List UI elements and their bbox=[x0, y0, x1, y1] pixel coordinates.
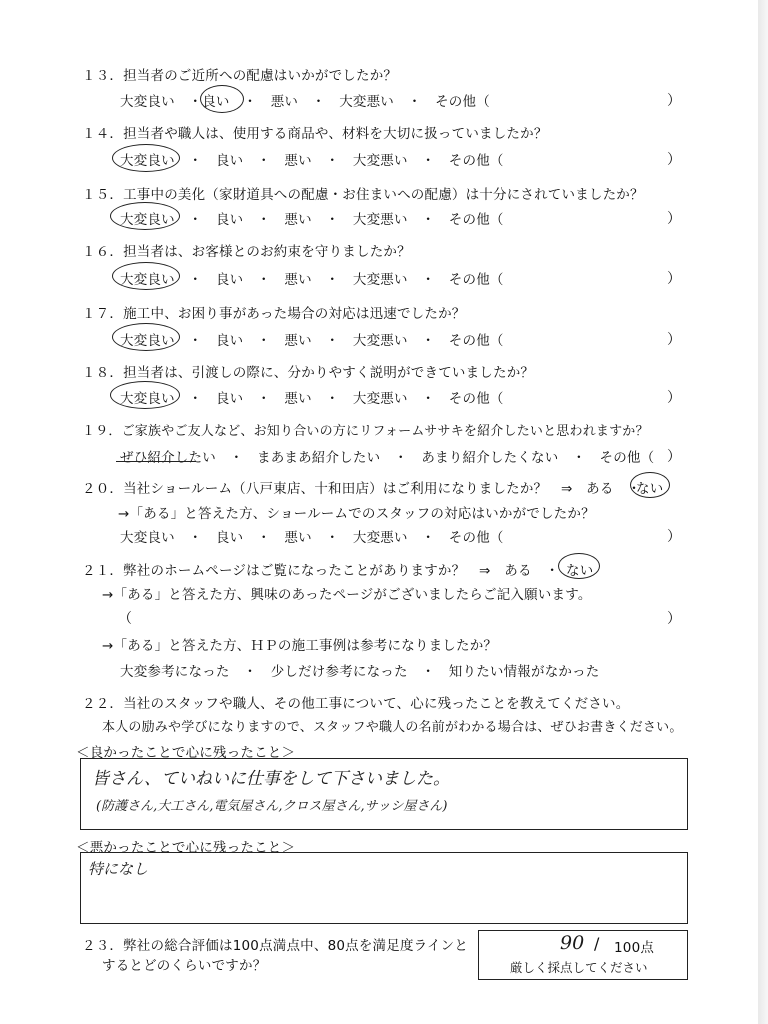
question-23-line-2: するとどのくらいですか？ bbox=[102, 958, 267, 974]
q21-sub-question-1: →「ある」と答えた方、興味のあったページがございましたらご記入願います。 bbox=[102, 587, 592, 603]
options-20: 大変良い ・ 良い ・ 悪い ・ 大変悪い ・ その他（ bbox=[120, 530, 504, 546]
options-19: ぜひ紹介したい ・ まあまあ紹介したい ・ あまり紹介したくない ・ その他（ bbox=[120, 450, 655, 466]
paren-close-14: ） bbox=[667, 152, 681, 168]
bad-comment-text: 特になし bbox=[88, 860, 149, 878]
score-max: 100点 bbox=[614, 940, 655, 956]
q20-sub-question: →「ある」と答えた方、ショールームでのスタッフの対応はいかがでしたか？ bbox=[118, 506, 595, 522]
question-13: １３．担当者のご近所への配慮はいかがでしたか？ bbox=[82, 68, 398, 84]
score-slash: / bbox=[594, 934, 600, 953]
options-15: 大変良い ・ 良い ・ 悪い ・ 大変悪い ・ その他（ bbox=[120, 212, 504, 228]
question-15: １５．工事中の美化（家財道具への配慮・お住まいへの配慮）は十分にされていましたか？ bbox=[82, 187, 644, 203]
bad-comment-box[interactable] bbox=[80, 852, 688, 924]
q21-sub-question-2: →「ある」と答えた方、ＨＰの施工事例は参考になりましたか？ bbox=[102, 638, 498, 654]
options-21: 大変参考になった ・ 少しだけ参考になった ・ 知りたい情報がなかった bbox=[120, 664, 600, 680]
options-16: 大変良い ・ 良い ・ 悪い ・ 大変悪い ・ その他（ bbox=[120, 272, 504, 288]
options-13: 大変良い ・良い ・ 悪い ・ 大変悪い ・ その他（ bbox=[120, 94, 490, 110]
question-19: １９．ご家族やご友人など、お知り合いの方にリフォームササキを紹介したいと思われますか？ bbox=[82, 424, 649, 439]
paren-close-13: ） bbox=[667, 93, 681, 109]
good-section-label: ＜良かったことで心に残ったこと＞ bbox=[76, 745, 296, 761]
answer-underline-19 bbox=[116, 461, 196, 462]
paren-close-15: ） bbox=[667, 211, 681, 227]
question-22: ２２．当社のスタッフや職人、その他工事について、心に残ったことを教えてください。 bbox=[82, 696, 630, 712]
page-edge bbox=[758, 0, 768, 1024]
paren-close-20: ） bbox=[667, 529, 681, 545]
question-17: １７．施工中、お困り事があった場合の対応は迅速でしたか？ bbox=[82, 306, 466, 322]
question-16: １６．担当者は、お客様とのお約束を守りましたか？ bbox=[82, 244, 411, 260]
options-17: 大変良い ・ 良い ・ 悪い ・ 大変悪い ・ その他（ bbox=[120, 333, 504, 349]
score-value: 90 bbox=[560, 932, 585, 954]
paren-close-17: ） bbox=[667, 332, 681, 348]
score-note: 厳しく採点してください bbox=[510, 960, 648, 975]
q21-nai-option: ない bbox=[566, 563, 594, 579]
question-22-note: 本人の励みや学びになりますので、スタッフや職人の名前がわかる場合は、ぜひお書きください。 bbox=[102, 720, 683, 735]
good-comment-line-2: (防護さん,大工さん,電気屋さん,クロス屋さん,サッシ屋さん) bbox=[96, 799, 448, 814]
question-20: ２０．当社ショールーム（八戸東店、十和田店）はご利用になりましたか？ ⇒ ある ・ bbox=[82, 481, 641, 497]
paren-close-19: ） bbox=[667, 449, 681, 465]
paren-close-18: ） bbox=[667, 390, 681, 406]
good-comment-line-1: 皆さん、ていねいに仕事をして下さいました。 bbox=[92, 769, 451, 789]
bad-section-label: ＜悪かったことで心に残ったこと＞ bbox=[76, 840, 296, 856]
paren-close-16: ） bbox=[667, 271, 681, 287]
question-14: １４．担当者や職人は、使用する商品や、材料を大切に扱っていましたか？ bbox=[82, 126, 548, 142]
q21-paren-close: ） bbox=[667, 611, 681, 627]
question-23-line-1: ２３．弊社の総合評価は100点満点中、80点を満足度ラインと bbox=[82, 938, 469, 954]
options-14: 大変良い ・ 良い ・ 悪い ・ 大変悪い ・ その他（ bbox=[120, 153, 504, 169]
q21-paren-open: （ bbox=[118, 611, 132, 627]
question-18: １８．担当者は、引渡しの際に、分かりやすく説明ができていましたか？ bbox=[82, 365, 535, 381]
q20-nai-option: ない bbox=[636, 481, 664, 497]
options-18: 大変良い ・ 良い ・ 悪い ・ 大変悪い ・ その他（ bbox=[120, 391, 504, 407]
question-21: ２１．弊社のホームページはご覧になったことがありますか？ ⇒ ある ・ bbox=[82, 563, 560, 579]
